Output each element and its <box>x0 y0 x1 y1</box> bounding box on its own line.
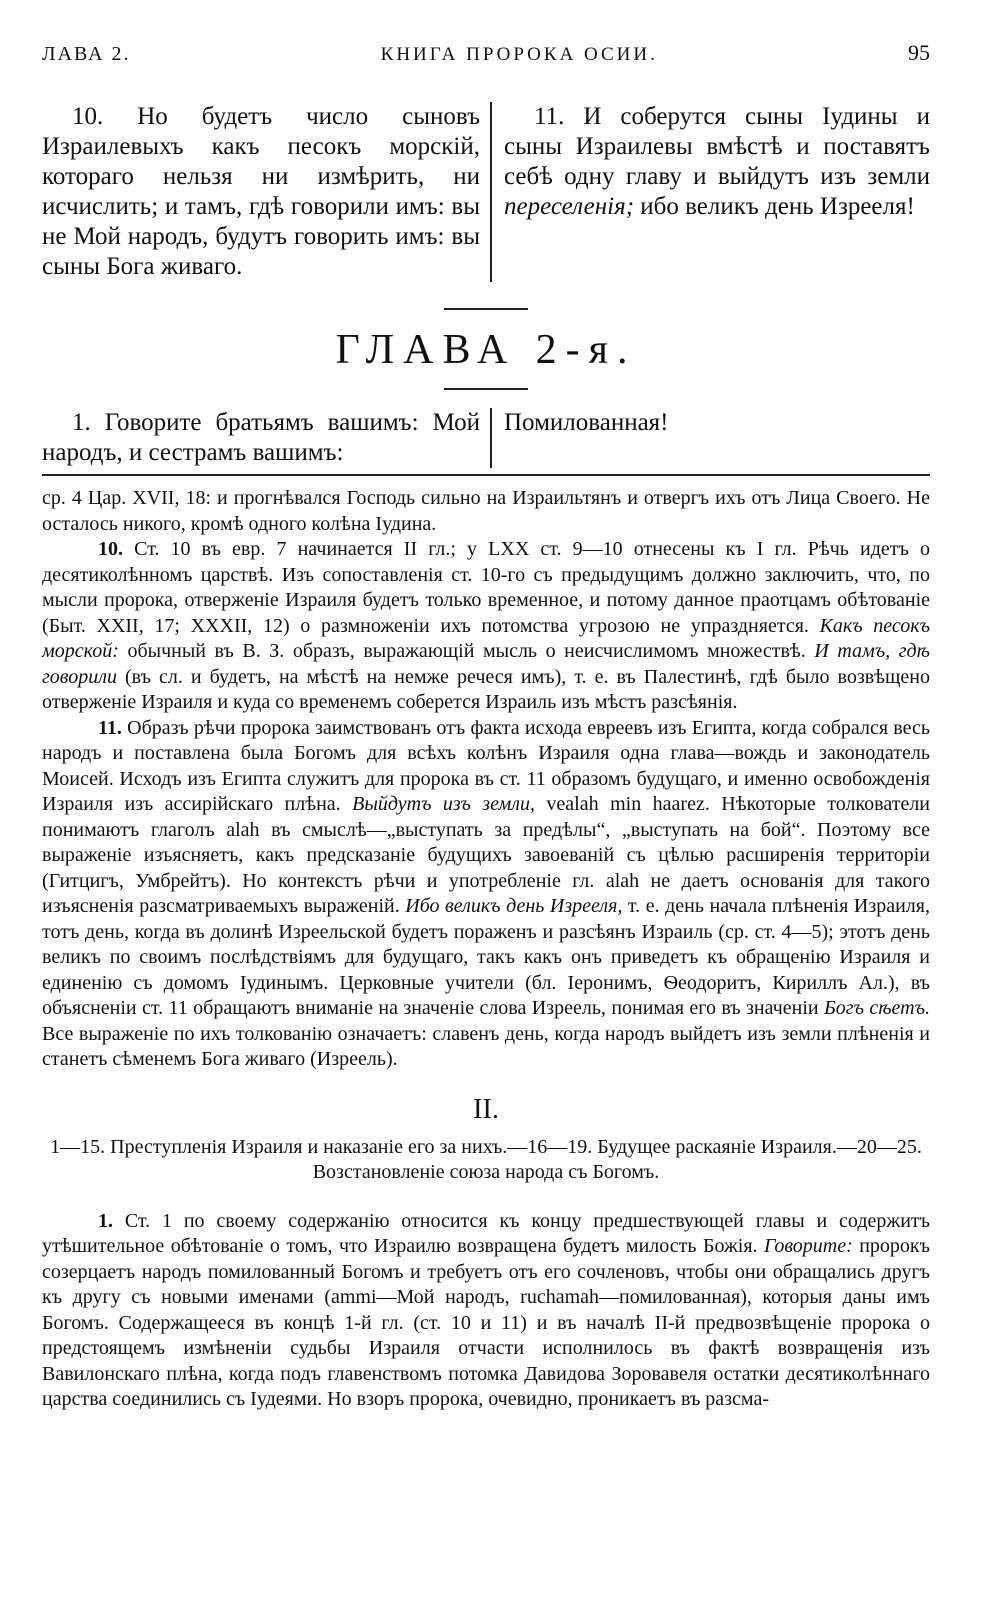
commentary-11-text-a: Образъ рѣчи пророка заимствованъ отъ факта исхода евреевъ изъ Египта, когда собрался весь народъ и поставлена была Богомъ для всѣхъ колѣнъ Израиля одна глава—вождь и законодатель Моисей. Исходъ изъ Египта служитъ для пророка въ ст. 11 образомъ будущаго, и именно освобожденія Израиля изъ ассирійскаго плѣна. <box>42 716 930 815</box>
verse-11-italic: переселенія; <box>504 193 635 220</box>
commentary-ch2-italic-1: Говорите: <box>764 1235 853 1257</box>
commentary-paragraph-11 <box>42 716 930 1073</box>
commentary-10-italic-1: Какъ песокъ морской: <box>42 614 931 662</box>
section-summary: 1—15. Преступленія Израиля и наказаніе его за нихъ.—16—19. Будущее раскаяніе Израиля.—20—25. Возстановленіе союза народа съ Богомъ. <box>50 1135 922 1183</box>
verse-ch2-1-right-text: Помилованная! <box>504 409 669 436</box>
commentary-ch2-text-b: пророкъ созерцаетъ народъ помилованный Богомъ и требуетъ отъ его сочленовъ, чтобы они обращались другъ къ другу съ новыми именами (ammi—Мой народъ, ruchamah—помилованная), которыя даны имъ Богомъ. Содержащееся въ концѣ 1-й гл. (ст. 10 и 11) и въ началѣ II-й предвозвѣщеніе пророка о предстоящемъ измѣненіи судьбы Израиля отчасти исполнилось въ фактѣ возвращенія изъ Вавилонскаго плѣна, когда подъ главенствомъ потомка Давидова Зоровавеля остатки десятиколѣннаго царства соединились съ Іудеями. Но взоръ пророка, очевидно, проникаетъ въ разсма- <box>42 1235 930 1410</box>
text-commentary-divider <box>42 474 930 476</box>
commentary-11-text-b: vealah min haarez. Нѣкоторые толкователи понимаютъ глаголъ alah въ смыслѣ—„выступать за предѣлы“, „выступать на бой“. Поэтому все выраженіе изъясняетъ, какъ предсказаніе будущихъ завоеваній съ цѣлью расширенія территоріи (Гитцигъ, Умбрейтъ). Но контекстъ рѣчи и употребленіе гл. alah не даетъ основанія для такого изъясненія разсматриваемыхъ выраженій. <box>42 793 931 917</box>
verse-11-part-a: 11. И соберутся сыны Іудины и сыны Израилевы вмѣстѣ и поставятъ себѣ одну главу и выйдутъ изъ земли <box>504 103 930 190</box>
commentary-ch2-verse-1-number: 1. <box>98 1209 113 1232</box>
commentary-10-text-a: Ст. 10 въ евр. 7 начинается II гл.; у LXX ст. 9—10 отнесены къ I гл. Рѣчь идетъ о десятиколѣнномъ царствѣ. Изъ сопоставленія ст. 10-го съ предыдущимъ должно заключить, что, по мысли пророка, отверженіе Израиля будетъ только временное, и потому данное праотцамъ обѣтованіе (Быт. XXII, 17; XXXII, 12) о размноженіи ихъ потомства угрозою не упраздняется. <box>42 538 930 637</box>
running-header <box>42 40 930 74</box>
commentary-11-text-c: т. е. день начала плѣненія Израиля, тотъ день, когда въ долинѣ Изреельской будетъ пораженъ и разсѣянъ Израиль (ср. ст. 4—5); этотъ день великъ по своимъ послѣдствіямъ для будущаго, такъ какъ онъ приведетъ къ обращенію Израиля и единенію съ домомъ Іудинымъ. Церковные учители (бл. Іеронимъ, Ѳеодоритъ, Кириллъ Ал.), въ объясненіи ст. 11 обращаютъ вниманіе на значеніе слова Изреель, понимая его въ значеніи <box>42 895 930 1019</box>
commentary-11-text-d: Все выраженіе по ихъ толкованію означаетъ: славенъ день, когда народъ выйдетъ изъ земли плѣненія и станетъ сѣменемъ Бога живаго (Изреель). <box>42 1022 930 1070</box>
commentary-verse-11-number: 11. <box>98 716 122 739</box>
commentary-ch2-text-a: Ст. 1 по своему содержанію относится къ концу предшествующей главы и содержитъ утѣшительное обѣтованіе о томъ, что Израилю возвращена будетъ милость Божія. <box>42 1209 930 1257</box>
chapter-title: ГЛАВА 2-я. <box>335 327 637 373</box>
verse-columns-ch2 <box>42 408 930 468</box>
commentary-ch2-verse-1 <box>42 1209 930 1413</box>
verse-11-column <box>492 102 930 282</box>
commentary-10-text-b: обычный въ В. З. образъ, выражающій мысль о неисчислимомъ множествѣ. <box>118 640 815 662</box>
verse-10-text: 10. Но будетъ число сыновъ Израилевыхъ какъ песокъ морскій, котораго нельзя ни измѣрить, ни исчислить; и тамъ, гдѣ говорили имъ: вы не Мой народъ, будутъ говорить имъ: вы сыны Бога живаго. <box>42 103 480 280</box>
commentary-verse-10-number: 10. <box>98 538 123 560</box>
header-book-title: КНИГА ПРОРОКА ОСИИ. <box>380 44 658 65</box>
page-number: 95 <box>907 40 930 65</box>
verse-ch2-1-column <box>42 408 492 468</box>
commentary-11-italic-3: Богъ сѣетъ. <box>823 997 930 1019</box>
commentary-10-italic-2: И тамъ, гдѣ говорили <box>42 640 930 688</box>
commentary-paragraph-1: ср. 4 Цар. XVII, 18: и прогнѣвался Господь сильно на Израильтянъ и отвергъ ихъ отъ Лица Своего. Не осталось никого, кромѣ одного колѣна Іудина. <box>42 487 930 535</box>
commentary-11-italic-2: Ибо великъ день Изрееля, <box>405 895 623 917</box>
commentary-11-italic-1: Выйдутъ изъ земли, <box>352 793 535 815</box>
verse-11-part-b: ибо великъ день Изрееля! <box>634 193 915 220</box>
rule-above-title <box>444 308 528 310</box>
commentary-block-2 <box>42 1209 930 1413</box>
book-page <box>42 40 930 1413</box>
rule-below-title <box>444 388 528 390</box>
verse-ch2-1-text: 1. Говорите братьямъ вашимъ: Мой народъ, и сестрамъ вашимъ: <box>42 409 480 466</box>
verse-columns-top <box>42 102 930 282</box>
verse-11-text <box>504 102 930 222</box>
commentary-block <box>42 486 930 1073</box>
verse-10-column <box>42 102 492 282</box>
commentary-paragraph-10 <box>42 537 930 716</box>
verse-ch2-1-right-column <box>492 408 930 468</box>
commentary-10-text-c: (въ сл. и будетъ, на мѣстѣ на немже речеся имъ), т. е. въ Палестинѣ, гдѣ было возвѣщено отверженіе Израиля и куда со временемъ соберется Израиль изъ мѣстъ разсѣянія. <box>42 665 930 713</box>
header-chapter: ЛАВА 2. <box>42 43 131 65</box>
section-number: II. <box>473 1093 499 1125</box>
